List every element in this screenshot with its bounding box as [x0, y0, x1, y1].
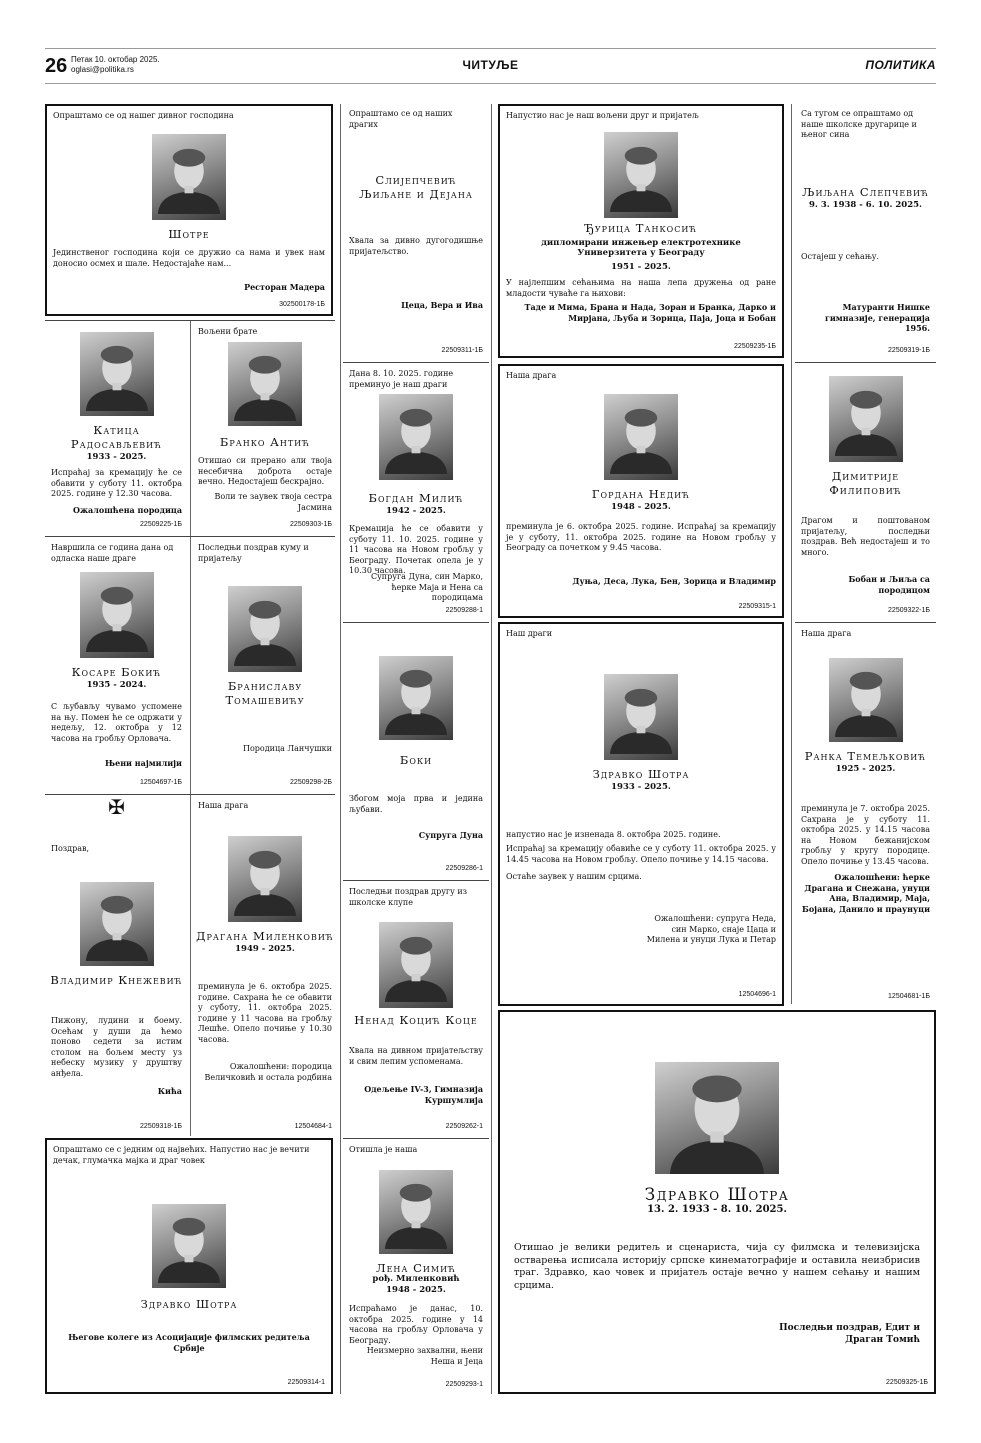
obituary-ranka [795, 624, 936, 1006]
portrait-photo [152, 134, 226, 220]
message: напустио нас је изненада 8. октобра 2025. године. [506, 830, 721, 839]
column-divider [791, 104, 792, 1004]
portrait-photo [604, 394, 678, 480]
message: С љубављу чувамо успомене на њу. Помен ће се одржати у недељу, 12. октобра у 12 часова на гробљу Орловача. [51, 702, 182, 743]
signature: Кића [157, 1086, 182, 1096]
obituary-kosare [45, 538, 188, 792]
ad-code: 22509318-1Б [140, 1123, 182, 1131]
intro: Опраштамо се од наших драгих [349, 109, 453, 129]
signature: Супруга Дуна, син Марко, ћерке Маја и Нена са породицама [370, 572, 483, 602]
message: Испраћај за кремацију ће се обавити у суботу 11. октобра 2025. године у 12.30 часова. [51, 468, 182, 498]
deceased-name: Браниславу Томашевићу [225, 679, 305, 707]
signature: Ожалошћени: супруга Неда, син Марко, снаје Цаца и Милена и унуци Лука и Петар [646, 914, 776, 944]
date-text: Петак 10. октобар 2025. [71, 55, 160, 64]
deceased-name: Здравко Шотра [140, 1297, 238, 1311]
obituary-branislav [192, 538, 338, 792]
message: преминула је 6. октобра 2025. године. Сахрана ће се обавити у суботу, 11. октобра 2025. године у 11 часова на гробљу Лешће. Опело почиње у 10.30 часова. [198, 982, 332, 1044]
deceased-name: Слијепчевић Љиљане и Дејана [359, 173, 473, 201]
signature: Последњи поздрав, Едит и Драган Томић [779, 1323, 920, 1345]
life-years: 1925 - 2025. [835, 764, 896, 774]
ad-code: 22509286-1 [445, 865, 483, 873]
ad-code: 12504696-1 [738, 991, 776, 999]
newspaper-logo: ПОЛИТИКА [865, 58, 936, 72]
obituary-sotre-madera [45, 104, 333, 316]
portrait-photo [379, 922, 453, 1008]
ad-code: 22509235-1Б [734, 343, 776, 351]
intro: Дана 8. 10. 2025. године преминуо је наш драги [349, 369, 454, 389]
row-divider [343, 1138, 489, 1139]
deceased-name: Бранко Антић [219, 435, 311, 449]
life-years: 1942 - 2025. [386, 506, 446, 516]
row-divider [795, 622, 936, 623]
portrait-photo [379, 1170, 453, 1254]
ad-code: 22509314-1 [287, 1379, 325, 1387]
obituary-bogdan [343, 364, 489, 620]
message: Хвала на дивном пријатељству и свим лепим успоменама. [349, 1046, 483, 1066]
intro: Отишла је наша [349, 1145, 418, 1154]
signature: Његове колеге из Асоцијације филмских редитеља Србије [68, 1332, 310, 1353]
ad-code: 12504681-1Б [888, 993, 930, 1001]
column-divider [340, 104, 341, 1394]
message: Хвала за дивно дугогодишње пријатељство. [349, 236, 483, 256]
intro: Навршила се година дана од одласка наше драге [51, 543, 174, 563]
obituary-katica [45, 322, 188, 534]
portrait-photo [604, 132, 678, 218]
intro: Напустио нас је наш вољени друг и пријатељ [506, 111, 699, 120]
intro: Наша драга [506, 371, 557, 380]
ad-code: 22509319-1Б [888, 347, 930, 355]
obituary-nenad [343, 882, 489, 1136]
life-years: 1951 - 2025. [611, 262, 671, 272]
message: преминула је 7. октобра 2025. Сахрана је у суботу 11. октобра 2025. у 14.15 часова на Новом бежанијском гробљу у кругу породице. Опело почиње у 13.45 часова. [801, 804, 930, 866]
signature: Одељење IV-3, Гимназија Куршумлија [364, 1084, 483, 1105]
intro: Опраштамо се с једним од највећих. Напустио нас је вечити дечак, глумачка мајка и драг човек [53, 1145, 310, 1165]
column-divider [190, 320, 191, 1136]
message: Остаће заувек у нашим срцима. [506, 872, 642, 881]
obituary-slijepcevic [343, 104, 489, 360]
ad-code: 12504684-1 [294, 1123, 332, 1131]
intro: Последњи поздрав другу из школске клупе [349, 887, 468, 907]
ad-code: 22509288-1 [445, 607, 483, 615]
message: Испраћај за кремацију обавиће се у суботу 11. октобра 2025. у 14.45 часова на Новом гробљу. Опело почиње у 14.15 часова. [506, 844, 776, 864]
ad-code: 22509322-1Б [888, 607, 930, 615]
obituary-dimitrije [795, 364, 936, 620]
row-divider [45, 320, 335, 321]
portrait-photo [228, 586, 302, 672]
message: Пижону, лудини и боему. Осећам у души да ћемо поново седети за истим столом на бољем месту уз небеску музику у друштву анђела. [51, 1016, 182, 1078]
obituary-sotra-family [498, 622, 784, 1006]
row-divider [795, 362, 936, 363]
column-divider [491, 104, 492, 1394]
life-years: 1948 - 2025. [611, 502, 671, 512]
signature: Њени најмилији [105, 758, 182, 768]
message: Отишао си прерано али твоја несебична доброта остаје вечно. Недостајеш бескрајно. [198, 456, 332, 486]
message: преминула је 6. октобра 2025. године. Испраћај за кремацију је у суботу, 11. октобра 2025. године на Новом гробљу у Београду са почетком у 9.45 часова. [506, 522, 776, 552]
message: Јединственог господина који се дружио са нама и увек нам доносио осмех и шале. Недостајаће нам... [53, 248, 325, 268]
portrait-photo [379, 656, 453, 740]
row-divider [343, 622, 489, 623]
obituary-gordana [498, 364, 784, 618]
signature: Ожалошћени: ћерке Драгана и Снежана, унуци Ана, Владимир, Маја, Бојана, Данило и праунуци [802, 872, 930, 914]
ad-code: 12504697-1Б [140, 779, 182, 787]
message: Испраћамо је данас, 10. октобра 2025. године у 14 часова на гробљу Орловача у Београду. [349, 1304, 483, 1345]
deceased-name: Владимир Кнежевић [50, 973, 183, 987]
deceased-name: Богдан Милић [368, 491, 464, 505]
obituary-djurica [498, 104, 784, 358]
signature: Таде и Мима, Брана и Нада, Зоран и Бранка, Дарко и Мирјана, Љуба и Зорица, Паја, Јоца и Бобан [524, 302, 776, 323]
intro: Са тугом се опраштамо од наше школске другарице и њеног сина [801, 109, 917, 140]
life-years: 13. 2. 1933 - 8. 10. 2025. [647, 1204, 787, 1215]
life-years: 1933 - 2025. [86, 452, 147, 462]
deceased-name: Здравко Шотра [592, 767, 690, 781]
intro: Наша драга [198, 801, 249, 810]
intro: Наша драга [801, 629, 852, 638]
portrait-photo [829, 658, 903, 742]
row-divider [45, 794, 335, 795]
life-years: 9. 3. 1938 - 6. 10. 2025. [809, 200, 922, 210]
ad-code: 22509298-2Б [290, 779, 332, 787]
message: Кремација ће се обавити у суботу 11. 10. 2025. године у 11 часова на Новом гробљу у Београду. Почетак опела је у 10.30 часова. [349, 524, 483, 575]
deceased-name: Ненад Коцић Коце [354, 1013, 478, 1027]
deceased-name: Драгана Миленковић [196, 929, 334, 943]
row-divider [343, 362, 489, 363]
obituary-branko [192, 322, 338, 534]
obituary-sotra-asocijacija [45, 1138, 333, 1394]
obituary-boki [343, 624, 489, 878]
ad-code: 22509225-1Б [140, 521, 182, 529]
deceased-name: Шотре [168, 227, 210, 241]
message: Остајеш у сећању. [801, 252, 879, 261]
ad-code: 22509303-1Б [290, 521, 332, 529]
portrait-photo [80, 572, 154, 658]
life-years: 1949 - 2025. [235, 944, 295, 954]
signature: Цеца, Вера и Ива [401, 300, 483, 310]
signature: Дуња, Деса, Лука, Бен, Зорица и Владимир [572, 576, 776, 586]
obituary-vladimir [45, 796, 188, 1136]
signature: Бобан и Љиља са породицом [848, 574, 930, 595]
deceased-name: Боки [399, 753, 433, 767]
portrait-photo [228, 342, 302, 426]
maiden-name: рођ. Миленковић [372, 1274, 460, 1284]
deceased-name: Ђурица Танкосић [584, 221, 698, 235]
page-number: 26 [45, 55, 68, 77]
portrait-photo [655, 1062, 779, 1174]
signature: Супруга Дуна [418, 830, 483, 840]
signature: Ожалошћени: породица Величковић и остала родбина [204, 1062, 332, 1082]
deceased-name: Димитрије Филиповић [829, 469, 902, 497]
row-divider [45, 536, 335, 537]
intro: Опраштамо се од нашег дивног господина [53, 111, 234, 120]
life-years: 1948 - 2025. [386, 1285, 446, 1295]
ad-code: 22509325-1Б [886, 1379, 928, 1387]
obituary-ljiljana [795, 104, 936, 360]
portrait-photo [228, 836, 302, 922]
portrait-photo [80, 882, 154, 966]
signature: Породица Ланчушки [243, 744, 332, 753]
signature: Ожалошћена породица [72, 505, 182, 515]
deceased-name: Косаре Бокић [71, 665, 162, 679]
obituary-sotra-tomic [498, 1010, 936, 1394]
message: Збогом моја прва и једина љубави. [349, 794, 483, 814]
deceased-name: Ранка Темељковић [804, 749, 927, 763]
signature: Матуранти Нишке гимназије, генерација 1956. [824, 302, 930, 333]
signature: Неизмерно захвални, њени Неша и Јеца [366, 1346, 483, 1366]
email-text: oglasi@politika.rs [71, 65, 134, 74]
intro: Последњи поздрав куму и пријатељу [198, 543, 309, 563]
intro: Поздрав, [51, 844, 90, 853]
intro: Вољени брате [198, 327, 258, 336]
portrait-photo [80, 332, 154, 416]
intro: Наш драги [506, 629, 553, 638]
ad-code: 22509311-1Б [441, 347, 483, 355]
life-years: 1933 - 2025. [611, 782, 671, 792]
row-divider [343, 880, 489, 881]
ad-code: 22509293-1 [445, 1381, 483, 1389]
deceased-name: Катица Радосављевић [70, 423, 163, 451]
message: У најлепшим сећањима на наша лепа дружења од ране младости чуваће га њихови: [506, 278, 776, 298]
deceased-title: дипломирани инжењер електротехнике Универзитета у Београду [541, 238, 741, 258]
deceased-name: Лена Симић [375, 1261, 457, 1275]
ad-code: 302500178-1Б [279, 301, 325, 309]
signature: Воли те заувек твоја сестра Јасмина [214, 492, 332, 512]
ad-code: 22509262-1 [445, 1123, 483, 1131]
message: Драгом и поштованом пријатељу, последњи поздрав. Већ недостајеш и то много. [801, 516, 930, 557]
obituary-dragana [192, 796, 338, 1136]
obituary-lena [343, 1140, 489, 1394]
deceased-name: Здравко Шотра [644, 1185, 790, 1205]
ad-code: 22509315-1 [738, 603, 776, 611]
message: Отишао је велики редитељ и сценариста, чија су филмска и телевизијска остварења исписала историју српске кинематографије и оставила неизбрисив траг. Здравко, као човек и пријатељ остаје вечно у нашем сећању и нашим срцима. [514, 1242, 920, 1291]
section-title: ЧИТУЉЕ [462, 58, 519, 72]
portrait-photo [152, 1204, 226, 1288]
deceased-name: Гордана Недић [591, 487, 691, 501]
cross-icon: ✠ [108, 796, 125, 819]
portrait-photo [604, 674, 678, 760]
deceased-name: Љиљана Слепчевић [801, 185, 930, 199]
portrait-photo [829, 376, 903, 462]
portrait-photo [379, 394, 453, 480]
life-years: 1935 - 2024. [86, 680, 147, 690]
page-header [45, 48, 936, 84]
signature: Ресторан Мадера [244, 282, 325, 292]
